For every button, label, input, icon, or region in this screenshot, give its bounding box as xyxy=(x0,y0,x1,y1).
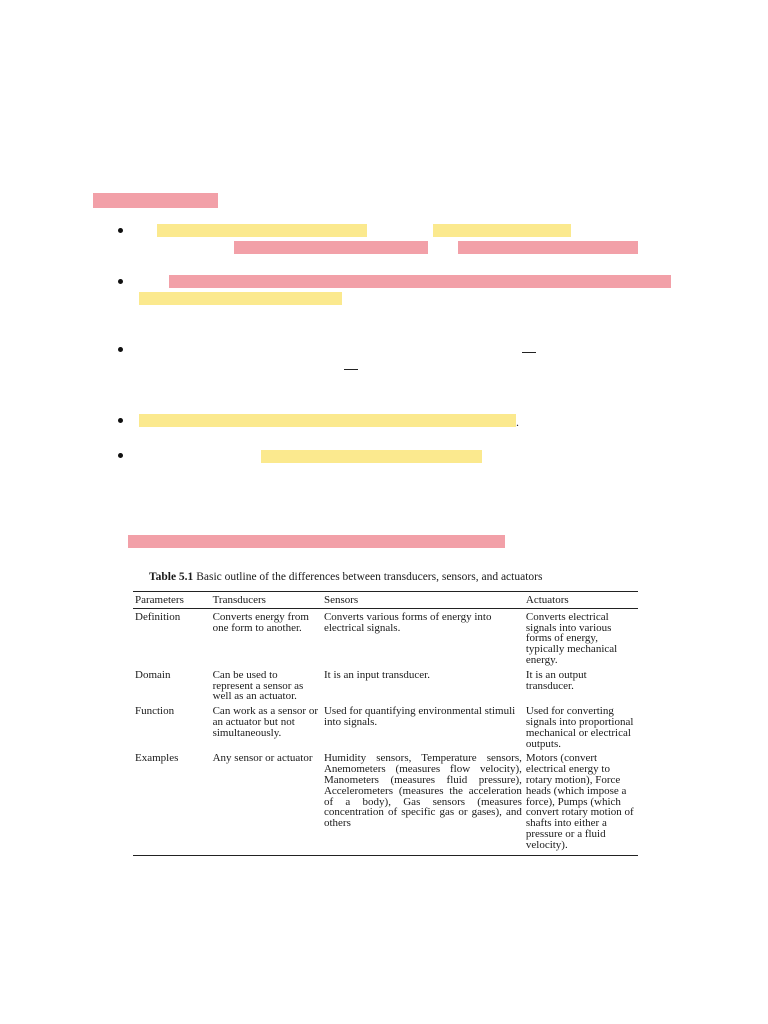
table-row xyxy=(133,667,638,703)
comparison-table xyxy=(133,591,638,856)
cell-parameter: Definition xyxy=(135,610,181,623)
cell-transducers: Can be used to represent a sensor as well as an actuator. xyxy=(212,668,304,703)
cell-actuators: It is an output transducer. xyxy=(525,668,587,692)
highlight-5 xyxy=(261,450,482,463)
bullet-5 xyxy=(118,453,123,458)
underline-mark-b xyxy=(344,369,358,370)
header-actuators: Actuators xyxy=(524,592,638,609)
cell-actuators: Used for converting signals into proportional mechanical or electrical outputs. xyxy=(525,705,634,750)
table-header-row xyxy=(133,592,638,609)
table-caption-text: Basic outline of the differences between transducers, sensors, and actuators xyxy=(193,571,543,583)
table-row xyxy=(133,703,638,750)
header-sensors: Sensors xyxy=(322,592,524,609)
highlight-2b xyxy=(139,292,342,305)
heading-highlight xyxy=(93,193,218,208)
highlight-2a xyxy=(169,275,671,288)
highlight-4 xyxy=(139,414,516,427)
stray-period: . xyxy=(516,415,519,429)
header-transducers: Transducers xyxy=(211,592,322,609)
cell-actuators: Motors (convert electrical energy to rotary motion), Force heads (which impose a force), Pumps (which convert rotary motion of shafts into either a pressure or a fluid velocity). xyxy=(524,750,638,855)
cell-transducers: Converts energy from one form to another. xyxy=(212,610,309,634)
cell-parameter: Function xyxy=(135,705,175,718)
cell-parameter: Domain xyxy=(135,668,171,681)
table-row xyxy=(133,750,638,855)
cell-actuators: Converts electrical signals into various forms of energy, typically mechanical energy. xyxy=(525,610,618,666)
table-caption-number: Table 5.1 xyxy=(149,571,194,583)
header-parameters: Parameters xyxy=(133,592,211,609)
highlight-1a xyxy=(157,224,367,237)
comparison-table-block xyxy=(133,570,638,856)
table-row xyxy=(133,608,638,666)
cell-sensors: Used for quantifying environmental stimuli into signals. xyxy=(323,705,516,728)
bullet-2 xyxy=(118,279,123,284)
cell-transducers: Can work as a sensor or an actuator but not simultaneously. xyxy=(212,705,318,739)
underline-mark-a xyxy=(522,352,536,353)
highlight-1c xyxy=(234,241,428,254)
table-caption xyxy=(149,570,638,584)
cell-transducers: Any sensor or actuator xyxy=(211,750,322,855)
cell-sensors: Humidity sensors, Temperature sensors, Anemometers (measures flow velocity), Manometers (measures fluid pressure), Accelerometers (measures the acceleration of a body), Gas sensors (measures concentration of specific gas or gases), and others xyxy=(322,750,524,855)
highlight-1d xyxy=(458,241,638,254)
highlight-1b xyxy=(433,224,571,237)
cell-sensors: It is an input transducer. xyxy=(323,668,430,681)
table-intro-highlight xyxy=(128,535,505,548)
cell-sensors: Converts various forms of energy into electrical signals. xyxy=(323,610,492,634)
bullet-4 xyxy=(118,418,123,423)
cell-parameter: Examples xyxy=(133,750,211,855)
bullet-1 xyxy=(118,228,123,233)
bullet-3 xyxy=(118,347,123,352)
